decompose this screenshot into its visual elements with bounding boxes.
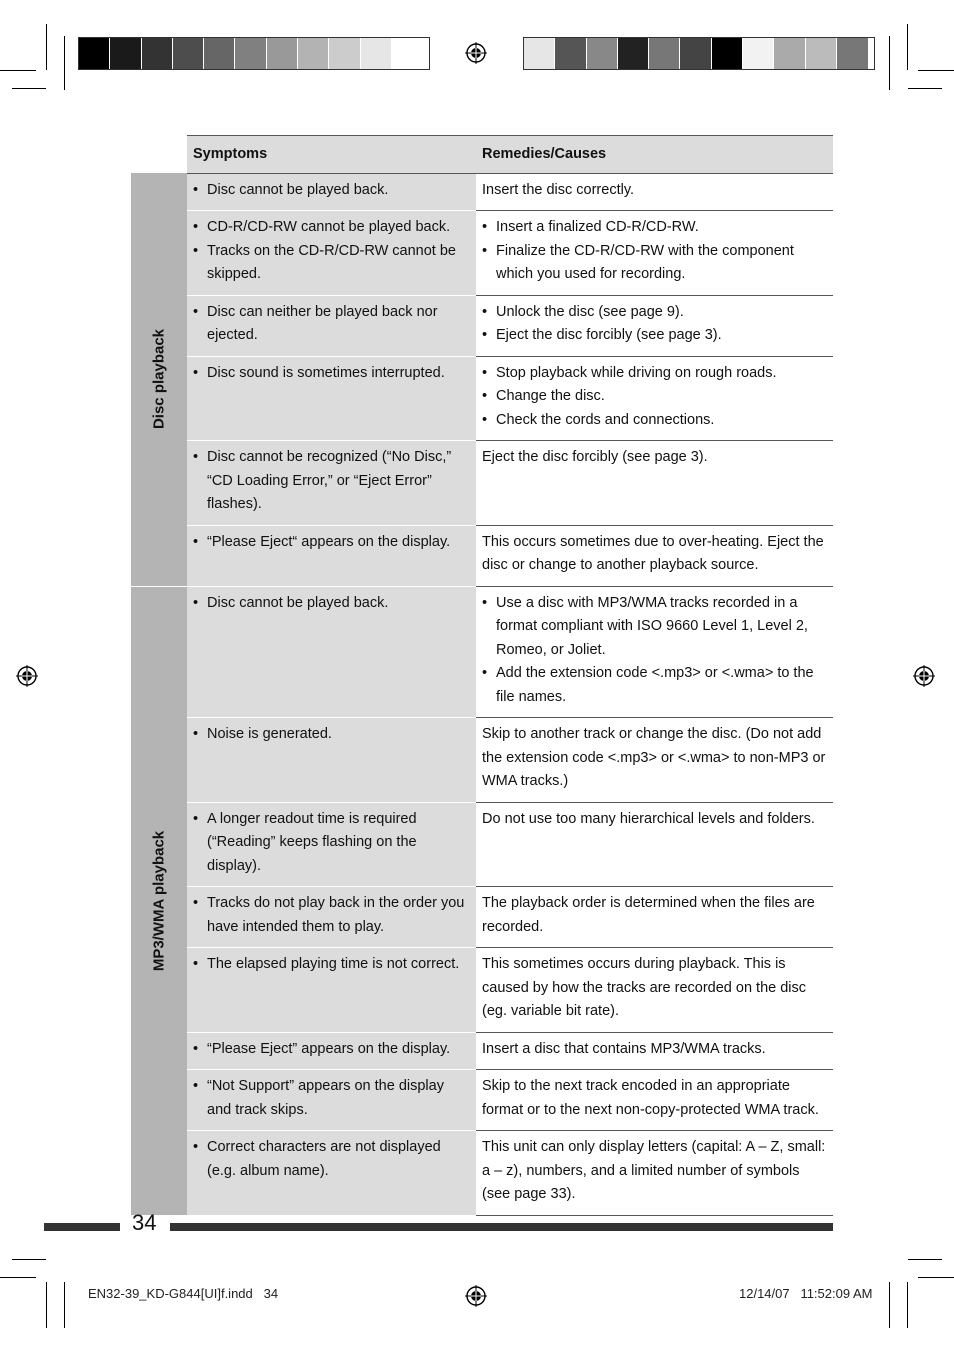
table-row [131, 173, 833, 211]
remedy-list [482, 362, 827, 433]
color-swatch [235, 38, 266, 69]
remedy-list [482, 592, 827, 710]
color-bar-right [523, 37, 875, 70]
remedy-item: • Insert a finalized CD-R/CD-RW. [496, 216, 827, 240]
crop-mark [908, 88, 942, 89]
table-row [131, 441, 833, 526]
symptom-cell [187, 441, 476, 526]
color-swatch [204, 38, 235, 69]
color-swatch [680, 38, 711, 69]
remedy-cell [476, 1131, 833, 1216]
remedy-text: Do not use too many hierarchical levels and folders. [482, 810, 815, 827]
symptom-cell [187, 173, 476, 211]
remedy-item: • Unlock the disc (see page 9). [496, 301, 827, 325]
table-row [131, 211, 833, 296]
symptom-item: • Tracks do not play back in the order you have intended them to play. [207, 892, 470, 939]
registration-mark-icon [913, 665, 935, 687]
crop-mark [0, 1277, 36, 1278]
crop-mark [12, 1259, 46, 1260]
remedy-item: • Use a disc with MP3/WMA tracks recorded in a format compliant with ISO 9660 Level 1, Level 2, Romeo, or Joliet. [496, 592, 827, 663]
color-swatch [173, 38, 204, 69]
symptom-cell [187, 1032, 476, 1070]
symptoms-header: Symptoms [187, 136, 476, 174]
symptom-item: • Disc sound is sometimes interrupted. [207, 362, 470, 386]
symptom-item: • “Not Support” appears on the display and track skips. [207, 1075, 470, 1122]
remedy-text: This occurs sometimes due to over-heating. Eject the disc or change to another playback source. [482, 533, 824, 573]
header-spacer [131, 136, 187, 174]
table-row [131, 802, 833, 887]
remedies-header: Remedies/Causes [476, 136, 833, 174]
section-label-cell [131, 586, 187, 1215]
symptom-cell [187, 211, 476, 296]
remedy-item: • Stop playback while driving on rough roads. [496, 362, 827, 386]
symptom-item: • A longer readout time is required (“Reading” keeps flashing on the display). [207, 808, 470, 879]
remedy-cell [476, 356, 833, 441]
symptom-cell [187, 356, 476, 441]
color-swatch [361, 38, 392, 69]
remedy-text: Eject the disc forcibly (see page 3). [482, 449, 708, 465]
symptom-list [193, 362, 470, 386]
remedy-text: This unit can only display letters (capital: A – Z, small: a – z), numbers, and a limited number of symbols (see page 33). [482, 1139, 826, 1202]
crop-mark [12, 88, 46, 89]
symptom-list [193, 531, 470, 555]
footer-timestamp: 12/14/07 11:52:09 AM [739, 1286, 873, 1301]
crop-mark [64, 36, 65, 90]
remedy-item: • Add the extension code <.mp3> or <.wma> to the file names. [496, 662, 827, 709]
color-swatch [806, 38, 837, 69]
table-row [131, 586, 833, 718]
remedy-cell [476, 1070, 833, 1131]
symptom-item: • CD-R/CD-RW cannot be played back. [207, 216, 470, 240]
remedy-text: This sometimes occurs during playback. This is caused by how the tracks are recorded on the disc (eg. variable bit rate). [482, 956, 807, 1019]
color-swatch [298, 38, 329, 69]
symptom-item: • Disc cannot be played back. [207, 179, 470, 203]
symptom-list [193, 892, 470, 939]
symptom-item: • Disc cannot be played back. [207, 592, 470, 616]
crop-mark [46, 1282, 47, 1328]
symptom-list [193, 723, 470, 747]
table-row [131, 1131, 833, 1216]
symptom-list [193, 592, 470, 616]
color-swatch [712, 38, 743, 69]
remedy-cell [476, 1032, 833, 1070]
remedy-text: Insert a disc that contains MP3/WMA tracks. [482, 1040, 766, 1057]
symptom-cell [187, 295, 476, 356]
registration-mark-icon [465, 42, 487, 64]
symptom-cell [187, 525, 476, 586]
symptom-list [193, 953, 470, 977]
section-label: MP3/WMA playback [150, 830, 168, 971]
symptom-cell [187, 1131, 476, 1216]
color-swatch [555, 38, 586, 69]
remedy-cell [476, 887, 833, 948]
symptom-list [193, 808, 470, 879]
remedy-item: • Finalize the CD-R/CD-RW with the component which you used for recording. [496, 240, 827, 287]
remedy-cell [476, 525, 833, 586]
symptom-list [193, 1136, 470, 1183]
symptom-item: • Disc cannot be recognized (“No Disc,” “CD Loading Error,” or “Eject Error” flashes). [207, 446, 470, 517]
symptom-item: • The elapsed playing time is not correct. [207, 953, 470, 977]
symptom-cell [187, 1070, 476, 1131]
section-label: Disc playback [150, 329, 168, 430]
remedy-list [482, 301, 827, 348]
remedy-cell [476, 211, 833, 296]
remedy-text: The playback order is determined when the files are recorded. [482, 895, 815, 935]
symptom-list [193, 301, 470, 348]
color-swatch [743, 38, 774, 69]
symptom-item: • Correct characters are not displayed (e.g. album name). [207, 1136, 470, 1183]
color-swatch [267, 38, 298, 69]
registration-mark-icon [465, 1285, 487, 1307]
registration-mark-icon [16, 665, 38, 687]
symptom-cell [187, 802, 476, 887]
color-swatch [837, 38, 868, 69]
page-number: 34 [132, 1210, 157, 1235]
remedy-item: • Check the cords and connections. [496, 409, 827, 433]
table-header-row [131, 136, 833, 174]
remedy-cell [476, 802, 833, 887]
table-row [131, 887, 833, 948]
crop-mark [907, 1282, 908, 1328]
remedy-item: • Change the disc. [496, 385, 827, 409]
table-row [131, 525, 833, 586]
footer-file-info: EN32-39_KD-G844[UI]f.indd 34 [88, 1286, 279, 1301]
symptom-item: • “Please Eject” appears on the display. [207, 1038, 470, 1062]
color-swatch [142, 38, 173, 69]
remedy-text: Skip to the next track encoded in an appropriate format or to the next non-copy-protected WMA track. [482, 1078, 819, 1118]
symptom-cell [187, 948, 476, 1033]
section-label-cell [131, 173, 187, 586]
crop-mark [908, 1259, 942, 1260]
table-row [131, 295, 833, 356]
symptom-list [193, 446, 470, 517]
color-bar-left [78, 37, 430, 70]
remedy-text: Insert the disc correctly. [482, 181, 635, 198]
color-swatch [524, 38, 555, 69]
table-row [131, 718, 833, 803]
crop-mark [46, 24, 47, 70]
color-swatch [392, 38, 423, 69]
remedy-cell [476, 173, 833, 211]
crop-mark [918, 70, 954, 71]
troubleshooting-table [131, 135, 833, 1216]
color-swatch [774, 38, 805, 69]
page-rule-right [170, 1223, 833, 1231]
symptom-list [193, 1075, 470, 1122]
remedy-cell [476, 586, 833, 718]
color-swatch [329, 38, 360, 69]
crop-mark [64, 1282, 65, 1328]
symptom-item: • Tracks on the CD-R/CD-RW cannot be skipped. [207, 240, 470, 287]
crop-mark [918, 1277, 954, 1278]
table-row [131, 1070, 833, 1131]
remedy-cell [476, 718, 833, 803]
symptom-list [193, 179, 470, 203]
crop-mark [889, 1282, 890, 1328]
table-row [131, 356, 833, 441]
crop-mark [907, 24, 908, 70]
symptom-item: • “Please Eject“ appears on the display. [207, 531, 470, 555]
symptom-list [193, 216, 470, 287]
crop-mark [889, 36, 890, 90]
remedy-text: Skip to another track or change the disc. (Do not add the extension code <.mp3> or <.wma> to non-MP3 or WMA tracks.) [482, 726, 826, 789]
color-swatch [618, 38, 649, 69]
symptom-list [193, 1038, 470, 1062]
symptom-cell [187, 586, 476, 718]
symptom-cell [187, 887, 476, 948]
remedy-cell [476, 948, 833, 1033]
table-row [131, 948, 833, 1033]
symptom-item: • Disc can neither be played back nor ejected. [207, 301, 470, 348]
table-row [131, 1032, 833, 1070]
color-swatch [110, 38, 141, 69]
remedy-cell [476, 295, 833, 356]
color-swatch [587, 38, 618, 69]
remedy-item: • Eject the disc forcibly (see page 3). [496, 324, 827, 348]
color-swatch [649, 38, 680, 69]
symptom-cell [187, 718, 476, 803]
remedy-list [482, 216, 827, 287]
page-rule-left [44, 1223, 120, 1231]
remedy-cell [476, 441, 833, 526]
symptom-item: • Noise is generated. [207, 723, 470, 747]
color-swatch [79, 38, 110, 69]
crop-mark [0, 70, 36, 71]
